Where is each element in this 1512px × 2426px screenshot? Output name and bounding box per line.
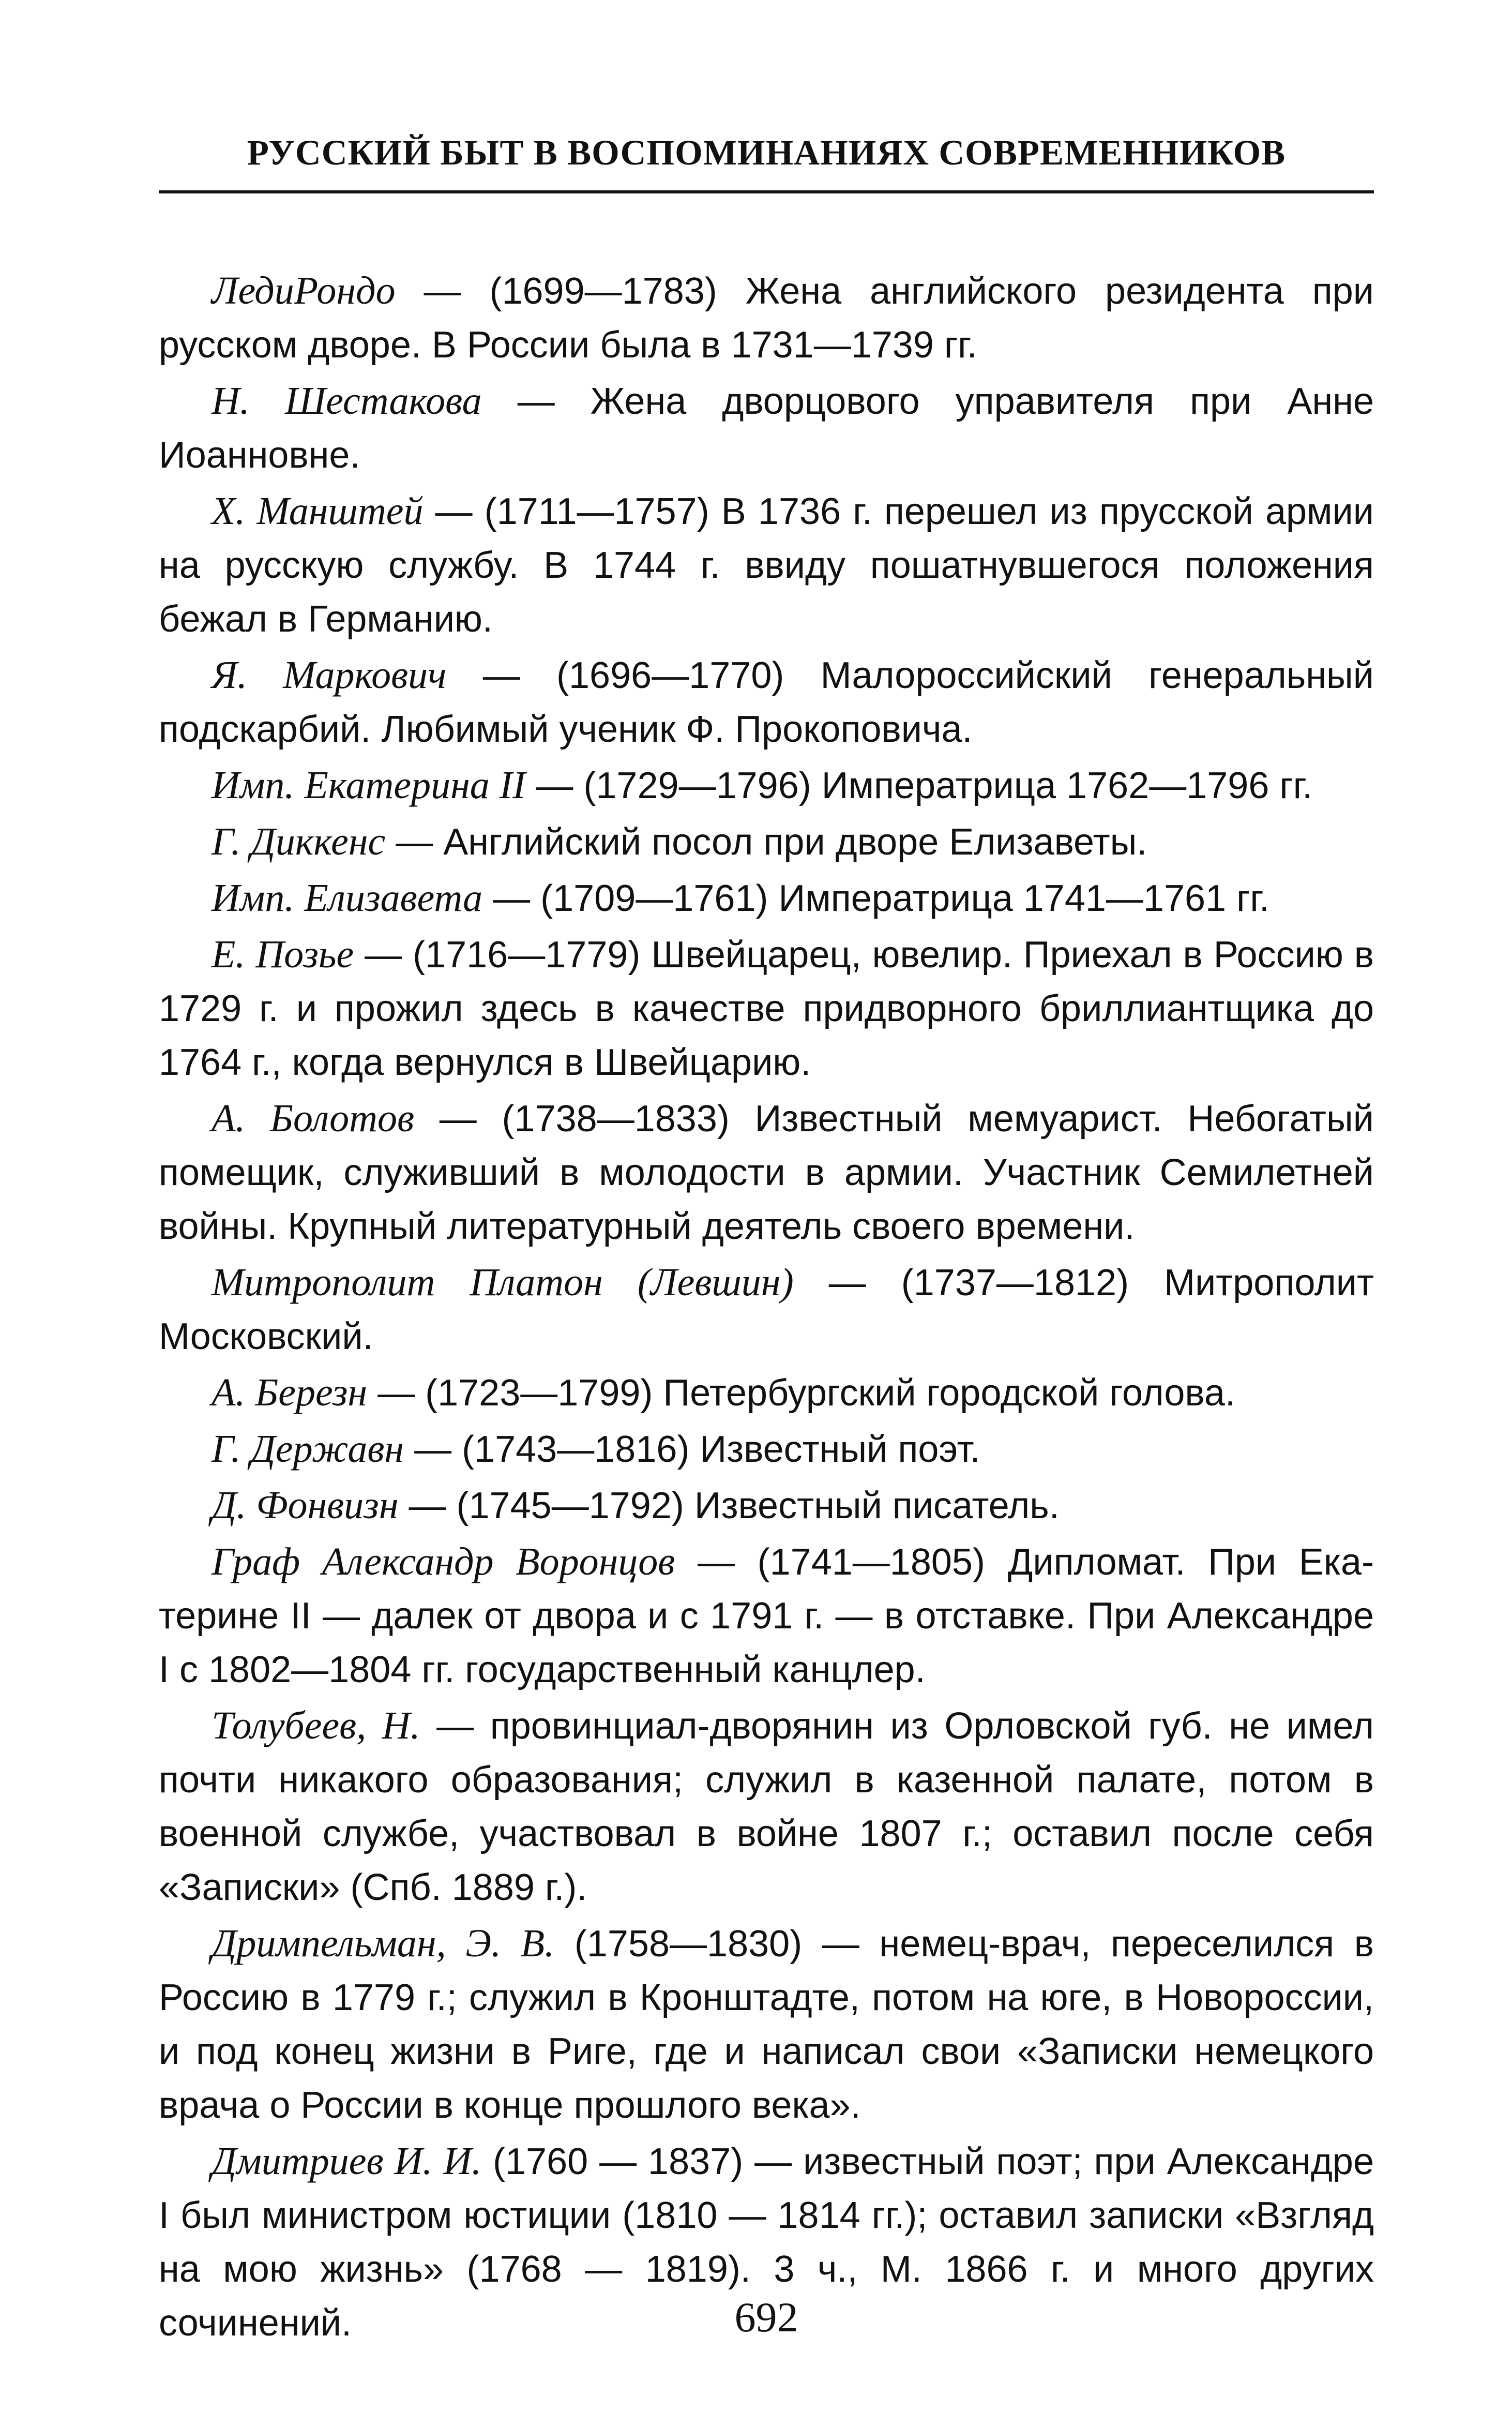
entry-name: Г. Державн — [211, 1427, 404, 1471]
entry — [159, 871, 1374, 925]
entry — [159, 1091, 1374, 1253]
entry-name: А. Березн — [211, 1371, 368, 1414]
entry-name: Митрополит Платон (Левшин) — [211, 1261, 794, 1304]
entry — [159, 1535, 1374, 1697]
entry — [159, 648, 1374, 756]
entries-list — [159, 264, 1374, 2352]
entry — [159, 815, 1374, 869]
entry-text: — (1709—1761) Императрица 1741—1761 гг. — [482, 878, 1269, 919]
header-rule — [159, 190, 1374, 193]
page-number: 692 — [734, 2294, 798, 2341]
entry — [159, 484, 1374, 646]
entry-name: Граф Александр Воронцов — [211, 1540, 675, 1583]
entry-name: Е. Позье — [211, 933, 354, 976]
entry-name: Дримпельман, Э. В. — [211, 1922, 555, 1965]
entry-name: Дмитриев И. И. — [211, 2139, 482, 2183]
entry-text: — провинциал-дворянин из Орловской губ. не имел почти никакого образования; служил в казенной палате, потом в военной службе, участвовал в войне 1807 г.; оставил после себя «Записки» (Спб. 1889 г.). — [159, 1705, 1374, 1908]
entry-name: Д. Фонвизн — [211, 1484, 399, 1527]
entry-text: (1758—1830) — немец-врач, переселился в Россию в 1779 г.; служил в Кронштадте, потом на юге, в Новороссии, и под конец жизни в Риге, где и написал свои «Записки немецкого врача о России в конце прошлого века». — [159, 1923, 1374, 2126]
entry-text: — (1741—1805) Дипломат. При Екатерине II — далек от двора и с 1791 г. — в отставке. При Александре I с 1802—1804 гг. государственный канцлер. — [159, 1541, 1374, 1690]
entry-text: — (1738—1833) Известный мемуарист. Небогатый помещик, служивший в молодости в армии. Участник Семилетней войны. Крупный литературный деятель своего времени. — [159, 1098, 1374, 1247]
entry-text: — (1729—1796) Императрица 1762—1796 гг. — [525, 765, 1313, 806]
entry — [159, 1255, 1374, 1364]
entry-text: — (1745—1792) Известный писатель. — [398, 1485, 1060, 1526]
entry — [159, 264, 1374, 372]
entry-text: — Жена дворцового управителя при Анне Иоанновне. — [159, 381, 1374, 476]
entry-name: Толубеев, Н. — [211, 1704, 420, 1747]
entry — [159, 1699, 1374, 1914]
entry — [159, 1366, 1374, 1420]
entry-name: Я. Маркович — [211, 653, 447, 697]
entry-name: Имп. Елизавета — [211, 876, 483, 920]
entry-name: А. Болотов — [211, 1097, 415, 1140]
entry-text: — (1699—1783) Жена английского резидента при русском дворе. В России была в 1731—1739 гг. — [159, 271, 1374, 366]
entry-text: — (1711—1757) В 1736 г. перешел из прусской армии на русскую службу. В 1744 г. ввиду пошатнувшегося положения бежал в Германию. — [159, 491, 1374, 640]
entry — [159, 927, 1374, 1089]
entry-name: Г. Диккенс — [211, 820, 386, 863]
entry-text: — (1723—1799) Петербургский городской голова. — [367, 1372, 1235, 1414]
entry-name: Имп. Екатерина II — [211, 763, 526, 807]
entry-text: — (1737—1812) Митрополит Московский. — [159, 1262, 1374, 1357]
entry — [159, 758, 1374, 813]
entry — [159, 1422, 1374, 1476]
entry — [159, 374, 1374, 482]
entry-text: — Английский посол при дворе Елизаветы. — [385, 821, 1147, 863]
entry — [159, 1916, 1374, 2132]
entry-name: ЛедиРондо — [211, 269, 396, 312]
entry-text: — (1696—1770) Малороссийский генеральный подскарбий. Любимый ученик Ф. Прокоповича. — [159, 655, 1374, 750]
entry-text: — (1743—1816) Известный поэт. — [404, 1429, 980, 1470]
entry — [159, 1478, 1374, 1533]
entry-name: Н. Шестакова — [211, 379, 482, 423]
running-header: РУССКИЙ БЫТ В ВОСПОМИНАНИЯХ СОВРЕМЕННИКОВ — [247, 133, 1286, 172]
entry-name: Х. Манштей — [211, 489, 424, 533]
entry-text: (1760 — 1837) — известный поэт; при Александре I был министром юстиции (1810 — 1814 гг.); оставил записки «Взгляд на мою жизнь» (1768 — 1819). 3 ч., М. 1866 г. и много других сочинений. — [159, 2141, 1374, 2344]
entry-text: — (1716—1779) Швейцарец, ювелир. Приехал в Россию в 1729 г. и прожил здесь в качестве придворного бриллиантщика до 1764 г., когда вернулся в Швейцарию. — [159, 934, 1374, 1083]
